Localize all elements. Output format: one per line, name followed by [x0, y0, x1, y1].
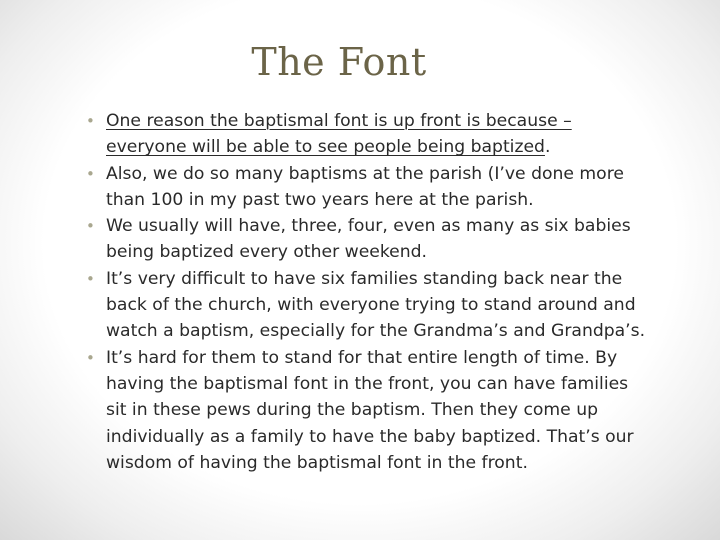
slide-title: The Font [251, 40, 427, 84]
bullet-text: It’s very difficult to have six families standing back near the back of the church, with everyone trying to stand around and watch a baptism, especially for the Grandma’s and Grandpa’s. [106, 268, 646, 342]
bullet-item [84, 345, 654, 476]
bullet-item [84, 213, 654, 266]
bullet-text: . [544, 137, 551, 158]
bullet-icon: • [86, 348, 95, 367]
bullet-text: Also, we do so many baptisms at the parish (I’ve done more than 100 in my past two years here at the parish. [106, 163, 624, 210]
bullet-list [84, 108, 654, 476]
bullet-icon: • [86, 269, 95, 288]
bullet-text: It’s hard for them to stand for that entire length of time. By having the baptismal font in the front, you can have families sit in these pews during the baptism. Then they come up individually as a family to have the baby baptized. That’s our wisdom of having the baptismal font in the front. [106, 347, 634, 473]
bullet-item [84, 108, 654, 161]
bullet-text-underlined: One reason the baptismal font is up front is because – everyone will be able to see people being baptized [106, 111, 572, 158]
bullet-icon: • [86, 112, 95, 130]
bullet-item [84, 266, 654, 345]
bullet-icon: • [86, 164, 95, 183]
bullet-text: We usually will have, three, four, even as many as six babies being baptized every other weekend. [106, 216, 631, 263]
bullet-item [84, 161, 654, 214]
bullet-icon: • [86, 217, 95, 236]
